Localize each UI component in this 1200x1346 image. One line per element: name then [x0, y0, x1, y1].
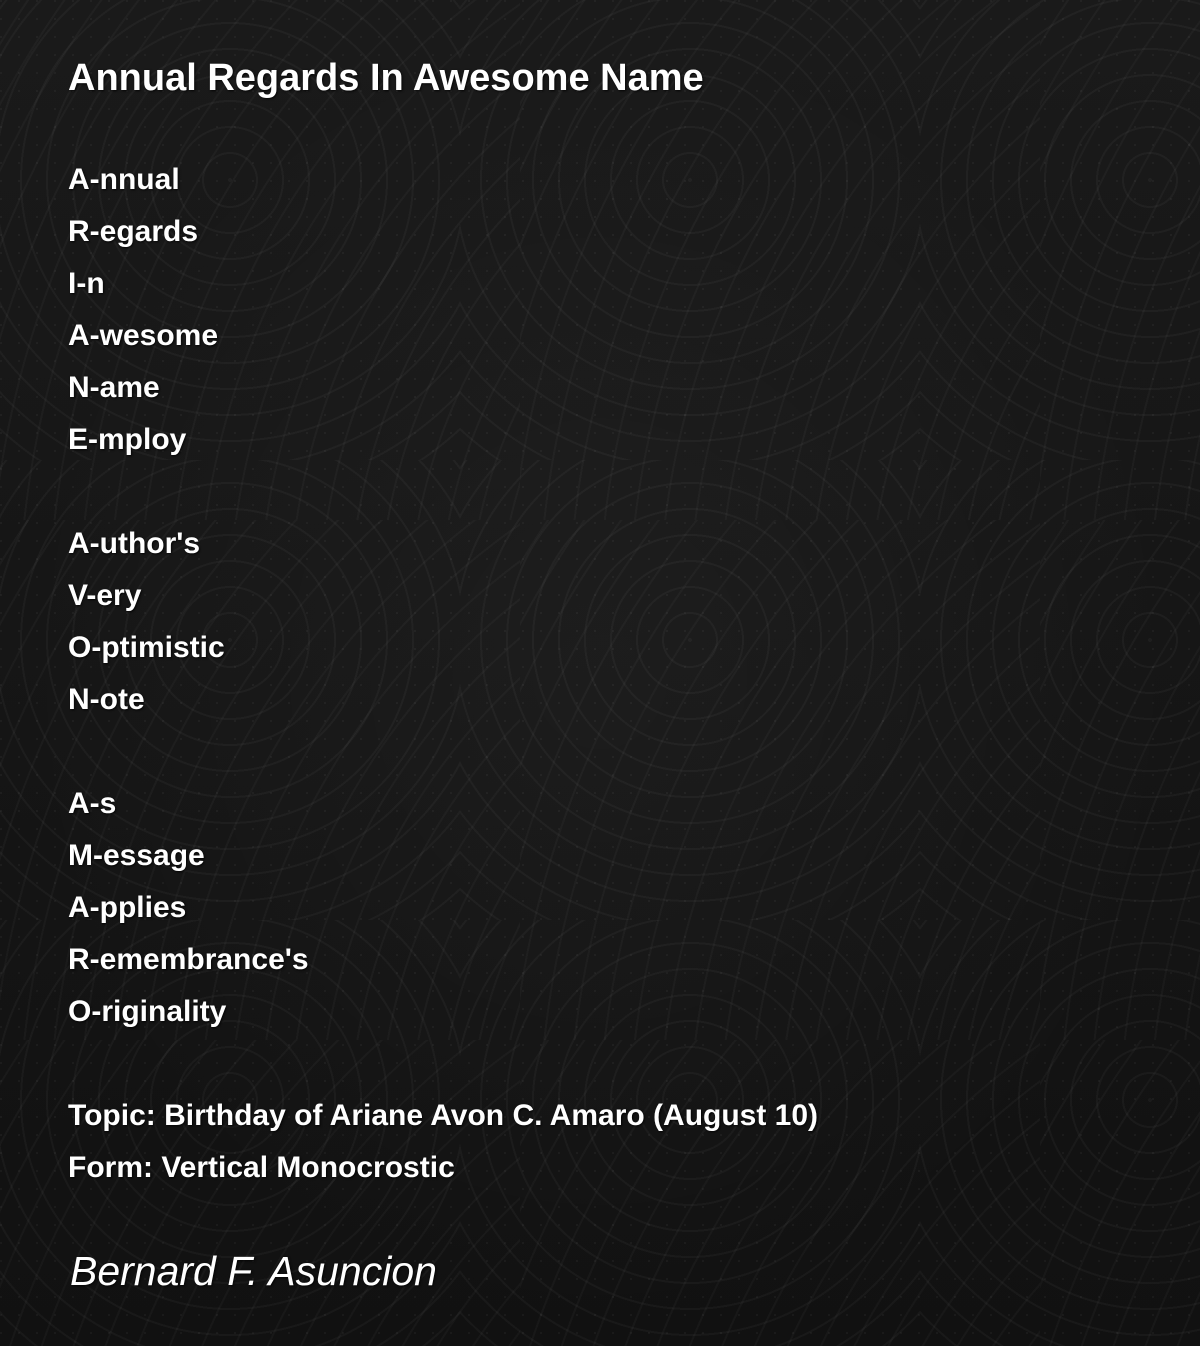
poem-line: A-nnual: [68, 163, 180, 196]
poem-line: R-emembrance's: [68, 943, 309, 976]
poem-author: Bernard F. Asuncion: [70, 1248, 437, 1294]
poem-line: E-mploy: [68, 423, 187, 456]
poem-form: Form: Vertical Monocrostic: [68, 1151, 455, 1184]
poem-title: Annual Regards In Awesome Name: [68, 57, 704, 99]
stanza-gap: [68, 466, 309, 518]
poem-line: I-n: [68, 267, 105, 300]
poem-line: O-ptimistic: [68, 631, 225, 664]
stanza-2: [68, 518, 309, 726]
poem-line: A-wesome: [68, 319, 219, 352]
poem-topic: Topic: Birthday of Ariane Avon C. Amaro (August 10): [68, 1099, 819, 1132]
poem-line: O-riginality: [68, 995, 227, 1028]
poem-line: V-ery: [68, 579, 142, 612]
stanza-3: [68, 778, 309, 1038]
poem-line: A-s: [68, 787, 117, 820]
poem-line: A-uthor's: [68, 527, 201, 560]
poem-line: R-egards: [68, 215, 199, 248]
poem-line: M-essage: [68, 839, 205, 872]
stanza-gap: [68, 726, 309, 778]
poem-line: N-ame: [68, 371, 160, 404]
stanza-1: [68, 154, 309, 466]
poem-meta: [68, 1090, 818, 1194]
poem-line: N-ote: [68, 683, 145, 716]
poem-body: [68, 154, 309, 1038]
poem-line: A-pplies: [68, 891, 187, 924]
